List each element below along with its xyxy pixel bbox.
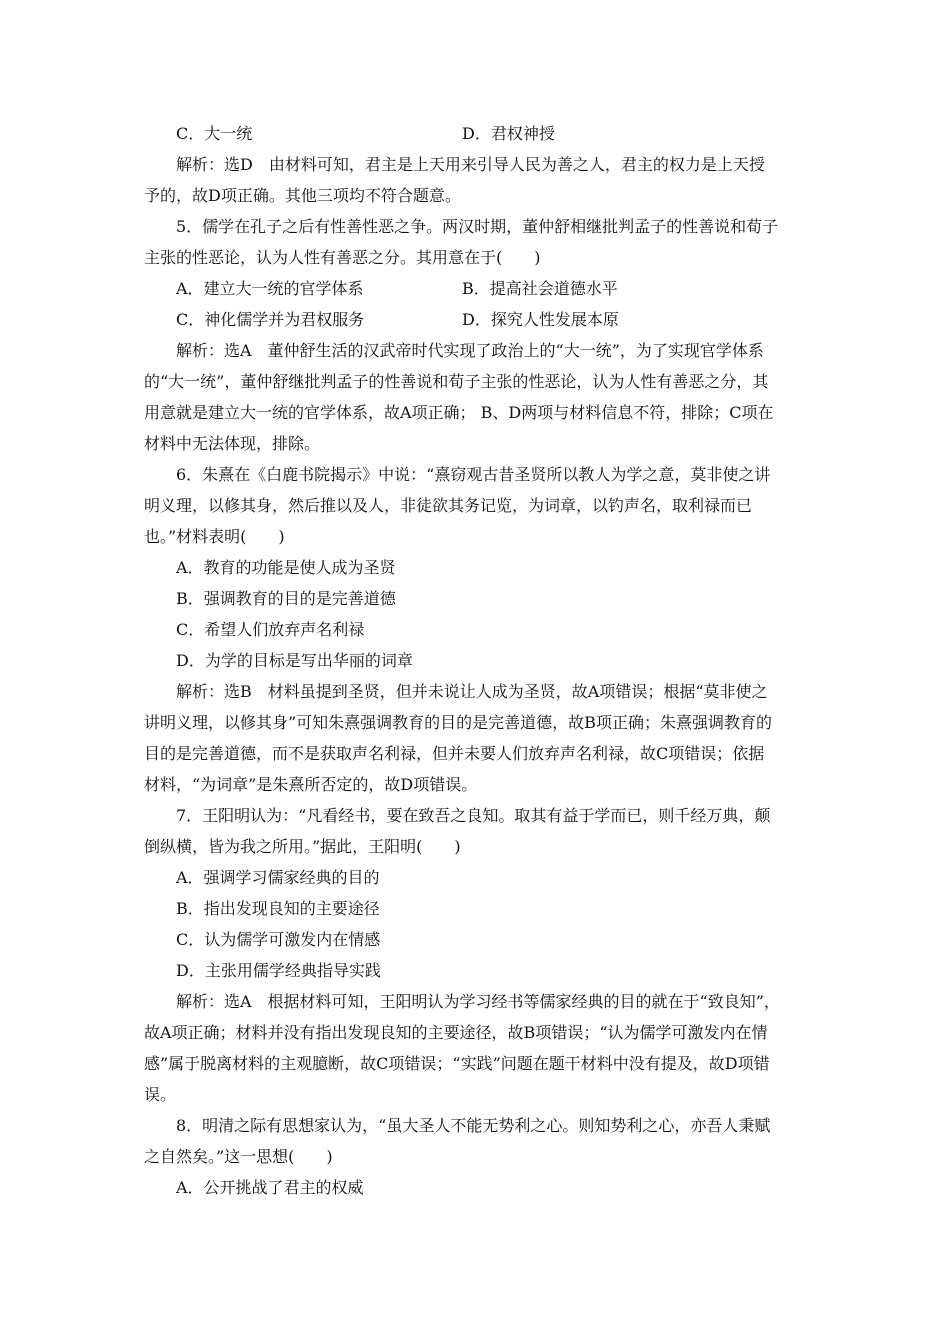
q5-stem-line: 5．儒学在孔子之后有性善性恶之争。两汉时期，董仲舒相继批判孟子的性善说和荀子 <box>176 217 779 236</box>
q5-analysis-line: 解析：选A 董仲舒生活的汉武帝时代实现了政治上的“大一统”，为了实现官学体系 <box>176 341 764 360</box>
q4-option-c: C．大一统 <box>176 124 253 143</box>
q6-analysis-line: 材料，“为词章”是朱熹所否定的，故D项错误。 <box>144 775 478 794</box>
q7-option-d: D．主张用儒学经典指导实践 <box>176 961 381 980</box>
q6-analysis-line: 解析：选B 材料虽提到圣贤，但并未说让人成为圣贤，故A项错误；根据“莫非使之 <box>176 682 768 701</box>
q5-analysis-line: 材料中无法体现，排除。 <box>144 434 321 453</box>
q7-analysis-line: 误。 <box>144 1085 177 1104</box>
q6-analysis-line: 讲明义理，以修其身”可知朱熹强调教育的目的是完善道德，故B项正确；朱熹强调教育的 <box>144 713 772 732</box>
q4-option-d: D．君权神授 <box>462 124 555 143</box>
q5-option-b: B．提高社会道德水平 <box>462 279 618 298</box>
q7-option-b: B．指出发现良知的主要途径 <box>176 899 380 918</box>
q6-stem-line: 明义理，以修其身，然后推以及人，非徒欲其务记览，为词章，以钓声名，取利禄而已 <box>144 496 753 515</box>
q6-stem-line: 也。”材料表明( ) <box>144 527 285 546</box>
q4-analysis-line: 解析：选D 由材料可知，君主是上天用来引导人民为善之人，君主的权力是上天授 <box>176 155 765 174</box>
q6-option-a: A．教育的功能是使人成为圣贤 <box>176 558 396 577</box>
q5-option-d: D．探究人性发展本原 <box>462 310 619 329</box>
q6-stem-line: 6．朱熹在《白鹿书院揭示》中说：“熹窃观古昔圣贤所以教人为学之意，莫非使之讲 <box>176 465 771 484</box>
q7-analysis-line: 感”属于脱离材料的主观臆断，故C项错误；“实践”问题在题干材料中没有提及，故D项错 <box>144 1054 770 1073</box>
q5-analysis-line: 用意就是建立大一统的官学体系，故A项正确； B、D两项与材料信息不符，排除；C项在 <box>144 403 774 422</box>
q5-option-a: A．建立大一统的官学体系 <box>176 279 364 298</box>
document-body <box>144 118 810 1203</box>
q7-stem-line: 7．王阳明认为：“凡看经书，要在致吾之良知。取其有益于学而已，则千经万典，颠 <box>176 806 771 825</box>
q5-options-row <box>144 304 810 335</box>
q5-stem-line: 主张的性恶论，认为人性有善恶之分。其用意在于( ) <box>144 248 541 267</box>
q8-stem-line: 之自然矣。”这一思想( ) <box>144 1147 333 1166</box>
q5-options-row <box>144 273 810 304</box>
q8-option-a: A．公开挑战了君主的权威 <box>176 1178 364 1197</box>
q7-analysis-line: 故A项正确；材料并没有指出发现良知的主要途径，故B项错误；“认为儒学可激发内在情 <box>144 1023 768 1042</box>
q7-option-a: A．强调学习儒家经典的目的 <box>176 868 380 887</box>
q6-analysis-line: 目的是完善道德，而不是获取声名利禄，但并未要人们放弃声名利禄，故C项错误；依据 <box>144 744 765 763</box>
q7-option-c: C．认为儒学可激发内在情感 <box>176 930 381 949</box>
q7-stem-line: 倒纵横，皆为我之所用。”据此，王阳明( ) <box>144 837 461 856</box>
q7-analysis-line: 解析：选A 根据材料可知，王阳明认为学习经书等儒家经典的目的就在于“致良知”， <box>176 992 780 1011</box>
q6-option-c: C．希望人们放弃声名利禄 <box>176 620 365 639</box>
q6-option-b: B．强调教育的目的是完善道德 <box>176 589 396 608</box>
q5-option-c: C．神化儒学并为君权服务 <box>176 310 365 329</box>
q5-analysis-line: 的“大一统”，董仲舒继批判孟子的性善说和荀子主张的性恶论，认为人性有善恶之分，其 <box>144 372 769 391</box>
q4-options-row <box>144 118 810 149</box>
q4-analysis-line: 予的，故D项正确。其他三项均不符合题意。 <box>144 186 461 205</box>
q6-option-d: D．为学的目标是写出华丽的词章 <box>176 651 413 670</box>
q8-stem-line: 8．明清之际有思想家认为，“虽大圣人不能无势利之心。则知势利之心，亦吾人秉赋 <box>176 1116 771 1135</box>
